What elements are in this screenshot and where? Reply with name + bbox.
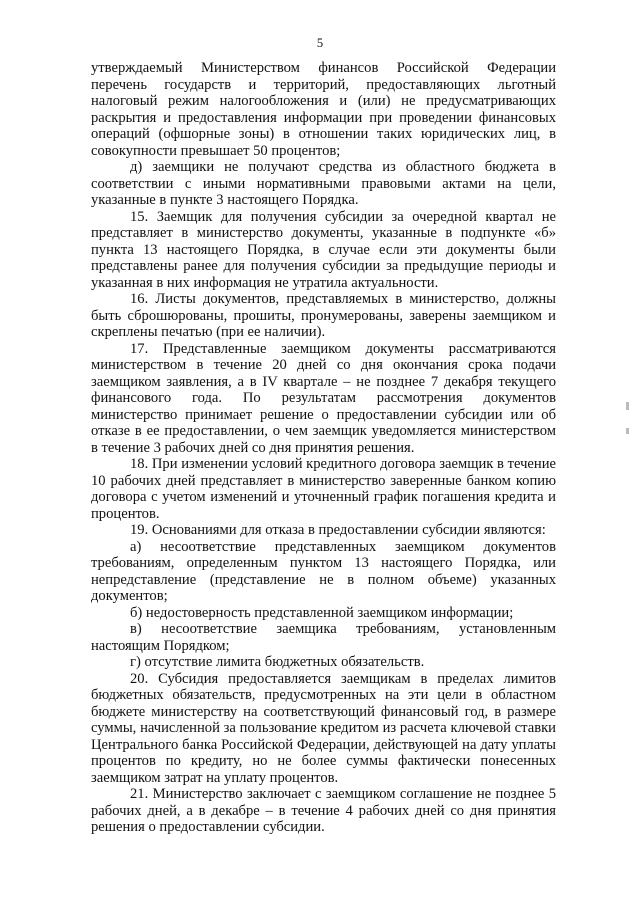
paragraph-15: 15. Заемщик для получения субсидии за очередной квартал не представляет в министерство документы, указанные в подпункте «б» пункта 13 настоящего Порядка, в случае если эти документы были представлены ранее для получения субсидии за предыдущие периоды и указанная в них информация не утратила актуальности.	[91, 208, 556, 291]
paragraph-17: 17. Представленные заемщиком документы рассматриваются министерством в течение 20 дней со дня окончания срока подачи заемщиком заявления, а в IV квартале – не позднее 7 декабря текущего финансового года. По результатам рассмотрения документов министерство принимает решение о предоставлении субсидии или об отказе в ее предоставлении, о чем заемщик уведомляется министерством в течение 3 рабочих дней со дня принятия решения.	[91, 340, 556, 456]
scan-margin-mark	[626, 402, 629, 410]
paragraph-19-item-v: в) несоответствие заемщика требованиям, установленным настоящим Порядком;	[91, 621, 556, 654]
paragraph-21: 21. Министерство заключает с заемщиком соглашение не позднее 5 рабочих дней, а в декабре – в течение 4 рабочих дней со дня принятия решения о предоставлении субсидии.	[91, 786, 556, 835]
document-body	[91, 60, 556, 836]
paragraph-18: 18. При изменении условий кредитного договора заемщик в течение 10 рабочих дней представляет в министерство заверенные банком копию договора с учетом изменений и уточненный график погашения кредита и процентов.	[91, 456, 556, 522]
paragraph-19: 19. Основаниями для отказа в предоставлении субсидии являются:	[130, 522, 546, 538]
paragraph-19-item-b: б) недостоверность представленной заемщиком информации;	[130, 604, 514, 621]
paragraph-20: 20. Субсидия предоставляется заемщикам в пределах лимитов бюджетных обязательств, предусмотренных на эти цели в областном бюджете министерству на соответствующий финансовый год, в размере суммы, начисленной за пользование кредитом из расчета ключевой ставки Центрального банка Российской Федерации, действующей на дату уплаты процентов по кредиту, но не более суммы фактически понесенных заемщиком затрат на уплату процентов.	[91, 670, 556, 786]
paragraph-19-item-a: а) несоответствие представленных заемщиком документов требованиям, определенным пунктом 13 настоящего Порядка, или непредставление (представление не в полном объеме) указанных документов;	[91, 538, 556, 604]
paragraph-16: 16. Листы документов, представляемых в министерство, должны быть сброшюрованы, прошиты, пронумерованы, заверены заемщиком и скреплены печатью (при ее наличии).	[91, 291, 556, 340]
paragraph-item-d: д) заемщики не получают средства из областного бюджета в соответствии с иными нормативными правовыми актами на цели, указанные в пункте 3 настоящего Порядка.	[91, 159, 556, 208]
page-number: 5	[316, 36, 324, 50]
paragraph-offshore-continuation: утверждаемый Министерством финансов Российской Федерации перечень государств и территорий, предоставляющих льготный налоговый режим налогообложения и (или) не предусматривающих раскрытия и предоставления информации при проведении финансовых операций (офшорные зоны) в отношении таких юридических лиц, в совокупности превышает 50 процентов;	[91, 60, 556, 159]
scan-margin-mark	[626, 428, 629, 434]
paragraph-19-item-g: г) отсутствие лимита бюджетных обязательств.	[130, 654, 425, 670]
